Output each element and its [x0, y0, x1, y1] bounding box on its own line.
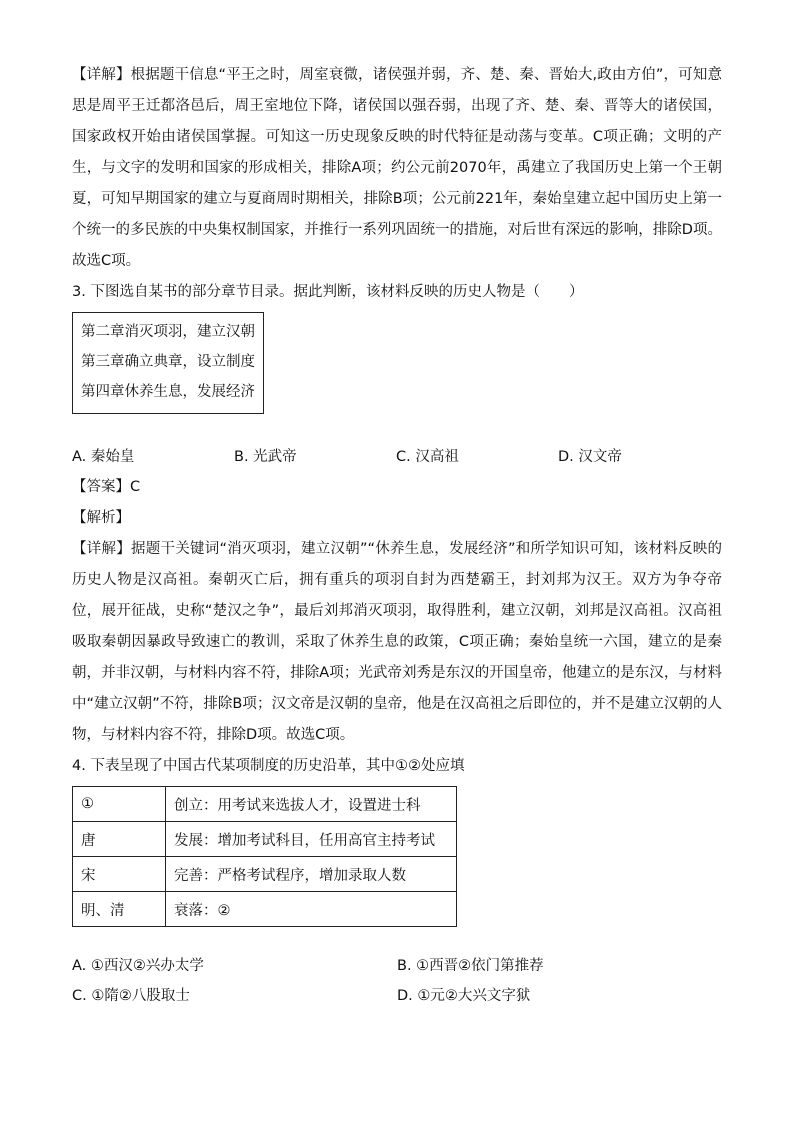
explain-text: 据题干关键词“消灭项羽，建立汉朝”“休养生息，发展经济”和所学知识可知，该材料反映的历史人物是汉高祖。秦朝灭亡后，拥有重兵的项羽自封为西楚霸王，封刘邦为汉王。双方为争夺帝位，展开征战，史称“楚汉之争”，最后刘邦消灭项羽，取得胜利，建立汉朝，刘邦是汉高祖。汉高祖吸取秦朝因暴政导致速亡的教训，采取了休养生息的政策，C项正确；秦始皇统一六国，建立的是秦朝，并非汉朝，与材料内容不符，排除A项；光武帝刘秀是东汉的开国皇帝，他建立的是东汉，与材料中“建立汉朝”不符，排除B项；汉文帝是汉朝的皇帝，他是在汉高祖之后即位的，并不是建立汉朝的人物，与材料内容不符，排除D项。故选C项。: [72, 541, 723, 743]
option-b[interactable]: B. 光武帝: [234, 449, 297, 465]
q4-stem: 4. 下表呈现了中国古代某项制度的历史沿革，其中①②处应填: [72, 758, 465, 774]
toc-row: 第三章确立典章，设立制度: [81, 354, 255, 370]
option-d[interactable]: D. ①元②大兴文字狱: [397, 988, 531, 1004]
q3-analysis-label: 【解析】: [72, 510, 130, 526]
q3-answer: 【答案】C: [72, 479, 141, 495]
toc-row: 第四章休养生息，发展经济: [81, 384, 255, 400]
q4-options: [72, 951, 722, 1011]
q3-options: [72, 442, 722, 472]
table-cell-stage: 发展：增加考试科目，任用高官主持考试: [166, 822, 457, 857]
table-cell-stage: 创立：用考试来选拔人才，设置进士科: [166, 787, 457, 822]
q3-stem: 3. 下图选自某书的部分章节目录。据此判断，该材料反映的历史人物是（ ）: [72, 284, 584, 300]
option-b[interactable]: B. ①西晋②依门第推荐: [397, 958, 544, 974]
table-cell-period: 明、清: [73, 892, 166, 927]
option-c[interactable]: C. ①隋②八股取士: [72, 988, 190, 1004]
option-a[interactable]: A. 秦始皇: [72, 449, 135, 465]
table-cell-period: 唐: [73, 822, 166, 857]
q3-explanation: [72, 534, 722, 751]
document-page: [72, 60, 722, 1011]
toc-box: [72, 312, 264, 414]
table-row: [73, 822, 457, 857]
table-row: [73, 787, 457, 822]
explain-label: 【详解】: [72, 541, 131, 557]
toc-row: 第二章消灭项羽，建立汉朝: [81, 324, 255, 340]
table-cell-period: ①: [73, 787, 166, 822]
q2-explanation: [72, 60, 722, 277]
table-row: [73, 857, 457, 892]
explain-label: 【详解】: [72, 67, 131, 83]
history-table: [72, 786, 457, 927]
explain-text: 根据题干信息“平王之时，周室衰微，诸侯强并弱，齐、楚、秦、晋始大,政由方伯”，可知意思是周平王迁都洛邑后，周王室地位下降，诸侯国以强吞弱，出现了齐、楚、秦、晋等大的诸侯国，国家政权开始由诸侯国掌握。可知这一历史现象反映的时代特征是动荡与变革。C项正确；文明的产生，与文字的发明和国家的形成相关，排除A项；约公元前2070年，禹建立了我国历史上第一个王朝夏，可知早期国家的建立与夏商周时期相关，排除B项；公元前221年，秦始皇建立起中国历史上第一个统一的多民族的中央集权制国家，并推行一系列巩固统一的措施，对后世有深远的影响，排除D项。故选C项。: [72, 67, 722, 269]
option-c[interactable]: C. 汉高祖: [396, 449, 459, 465]
table-cell-stage: 完善：严格考试程序，增加录取人数: [166, 857, 457, 892]
table-row: [73, 892, 457, 927]
option-a[interactable]: A. ①西汉②兴办太学: [72, 958, 204, 974]
table-cell-stage: 衰落：②: [166, 892, 457, 927]
option-d[interactable]: D. 汉文帝: [558, 449, 622, 465]
table-cell-period: 宋: [73, 857, 166, 892]
